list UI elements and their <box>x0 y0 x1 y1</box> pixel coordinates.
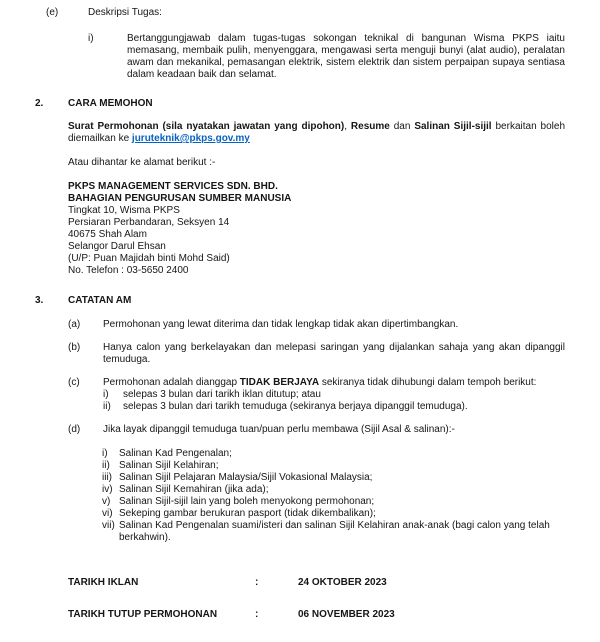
subitem-label: vi) <box>102 508 113 519</box>
task-section-label: (e) <box>46 7 59 18</box>
note-item-text <box>103 377 565 389</box>
note-item-text: Permohonan yang lewat diterima dan tidak lengkap tidak akan dipertimbangkan. <box>103 319 459 330</box>
task-item-label: i) <box>88 33 94 44</box>
subitem-text: Salinan Sijil Pelajaran Malaysia/Sijil Vokasional Malaysia; <box>119 472 373 483</box>
note-c-subitem <box>103 401 565 413</box>
subitem-text: Salinan Sijil-sijil lain yang boleh menyokong permohonan; <box>119 496 375 507</box>
section-3-number: 3. <box>35 295 44 306</box>
address-line-company: PKPS MANAGEMENT SERVICES SDN. BHD. <box>68 181 278 192</box>
task-item <box>88 33 565 81</box>
note-c-post: sekiranya tidak dihubungi dalam tempoh berikut: <box>319 377 537 388</box>
subitem-label: iii) <box>102 472 112 483</box>
address-line: Tingkat 10, Wisma PKPS <box>68 205 180 216</box>
note-c-pre: Permohonan adalah dianggap <box>103 377 240 388</box>
note-item-label: (b) <box>68 342 81 353</box>
note-item-b <box>68 342 565 366</box>
dan-text: dan <box>389 121 415 132</box>
note-d-subitem <box>102 508 565 520</box>
email-link[interactable]: juruteknik@pkps.gov.my <box>131 133 250 144</box>
tarikh-iklan-value: 24 OKTOBER 2023 <box>298 577 387 588</box>
subitem-label: i) <box>103 389 109 400</box>
section-3-heading-row <box>35 295 600 307</box>
advertisement-date-row <box>68 577 600 589</box>
colon-separator: : <box>255 577 259 588</box>
note-c-subitem <box>103 389 565 401</box>
subitem-label: v) <box>102 496 111 507</box>
tarikh-tutup-label: TARIKH TUTUP PERMOHONAN <box>68 609 218 620</box>
document-page <box>0 7 600 621</box>
note-item-d <box>68 424 565 436</box>
subitem-text: Salinan Sijil Kemahiran (jika ada); <box>119 484 269 495</box>
address-line-phone: No. Telefon : 03-5650 2400 <box>68 265 189 276</box>
note-item-label: (d) <box>68 424 81 435</box>
subitem-text: selepas 3 bulan dari tarikh iklan ditutup; atau <box>123 389 321 400</box>
alternative-address-intro: Atau dihantar ke alamat berikut :- <box>68 157 216 168</box>
section-2-number: 2. <box>35 98 44 109</box>
section-3-heading: CATATAN AM <box>68 295 132 306</box>
subitem-label: ii) <box>102 460 110 471</box>
note-item-text: Hanya calon yang berkelayakan dan melepasi saringan yang dijalankan sahaja yang akan dipanggil temuduga. <box>103 342 565 365</box>
salinan-sijil-text: Salinan Sijil-sijil <box>414 121 492 132</box>
task-section-title: Deskripsi Tugas: <box>88 7 162 18</box>
section-2-heading-row <box>35 98 600 110</box>
subitem-label: vii) <box>102 520 115 531</box>
resume-text: Resume <box>350 121 390 132</box>
application-instructions-paragraph <box>68 121 565 145</box>
note-d-subitem <box>102 448 565 460</box>
dates-block <box>68 577 600 621</box>
note-d-subitem <box>102 460 565 472</box>
colon-separator: : <box>255 609 259 620</box>
note-c-sublist <box>0 389 600 413</box>
note-d-subitem <box>102 484 565 496</box>
subitem-text: Salinan Kad Pengenalan suami/isteri dan salinan Sijil Kelahiran anak-anak (bagi calon yang telah berkahwin). <box>119 520 550 543</box>
postal-address-block <box>68 181 600 277</box>
subitem-text: Salinan Sijil Kelahiran; <box>119 460 219 471</box>
note-d-subitem <box>102 520 565 544</box>
subitem-label: iv) <box>102 484 113 495</box>
note-d-sublist <box>0 448 600 544</box>
subitem-text: Salinan Kad Pengenalan; <box>119 448 232 459</box>
note-item-label: (c) <box>68 377 80 388</box>
closing-date-row <box>68 609 600 621</box>
tarikh-iklan-label: TARIKH IKLAN <box>68 577 139 588</box>
address-line: Selangor Darul Ehsan <box>68 241 166 252</box>
separator-text: , <box>344 121 351 132</box>
task-section-header <box>46 7 600 19</box>
note-item-a <box>68 319 565 331</box>
section-2-heading: CARA MEMOHON <box>68 98 153 109</box>
subitem-label: ii) <box>103 401 111 412</box>
berkaitan-text: berkaitan boleh diemailkan ke <box>68 121 566 144</box>
subitem-text: selepas 3 bulan dari tarikh temuduga (sekiranya berjaya dipanggil temuduga). <box>123 401 468 412</box>
address-line: Persiaran Perbandaran, Seksyen 14 <box>68 217 230 228</box>
tarikh-tutup-value: 06 NOVEMBER 2023 <box>298 609 395 620</box>
note-d-subitem <box>102 472 565 484</box>
note-item-c <box>68 377 565 389</box>
address-line-department: BAHAGIAN PENGURUSAN SUMBER MANUSIA <box>68 193 292 204</box>
note-item-text: Jika layak dipanggil temuduga tuan/puan perlu membawa (Sijil Asal & salinan):- <box>103 424 455 435</box>
note-d-subitem <box>102 496 565 508</box>
subitem-text: Sekeping gambar berukuran pasport (tidak dikembalikan); <box>119 508 376 519</box>
address-line-attention: (U/P: Puan Majidah binti Mohd Said) <box>68 253 230 264</box>
subitem-label: i) <box>102 448 108 459</box>
note-item-label: (a) <box>68 319 81 330</box>
task-item-text: Bertanggungjawab dalam tugas-tugas sokongan teknikal di bangunan Wisma PKPS iaitu memasang, membaik pulih, menyenggara, mengawasi serta menguji bunyi (alat audio), peralatan awam dan mekanikal, pemasangan elektrik, sistem elektrik dan sistem perpaipan supaya sentiasa dalam keadaan baik dan selamat. <box>127 33 565 80</box>
surat-permohonan-text: Surat Permohonan (sila nyatakan jawatan yang dipohon) <box>68 121 345 132</box>
address-line: 40675 Shah Alam <box>68 229 147 240</box>
tidak-berjaya-text: TIDAK BERJAYA <box>239 377 320 388</box>
